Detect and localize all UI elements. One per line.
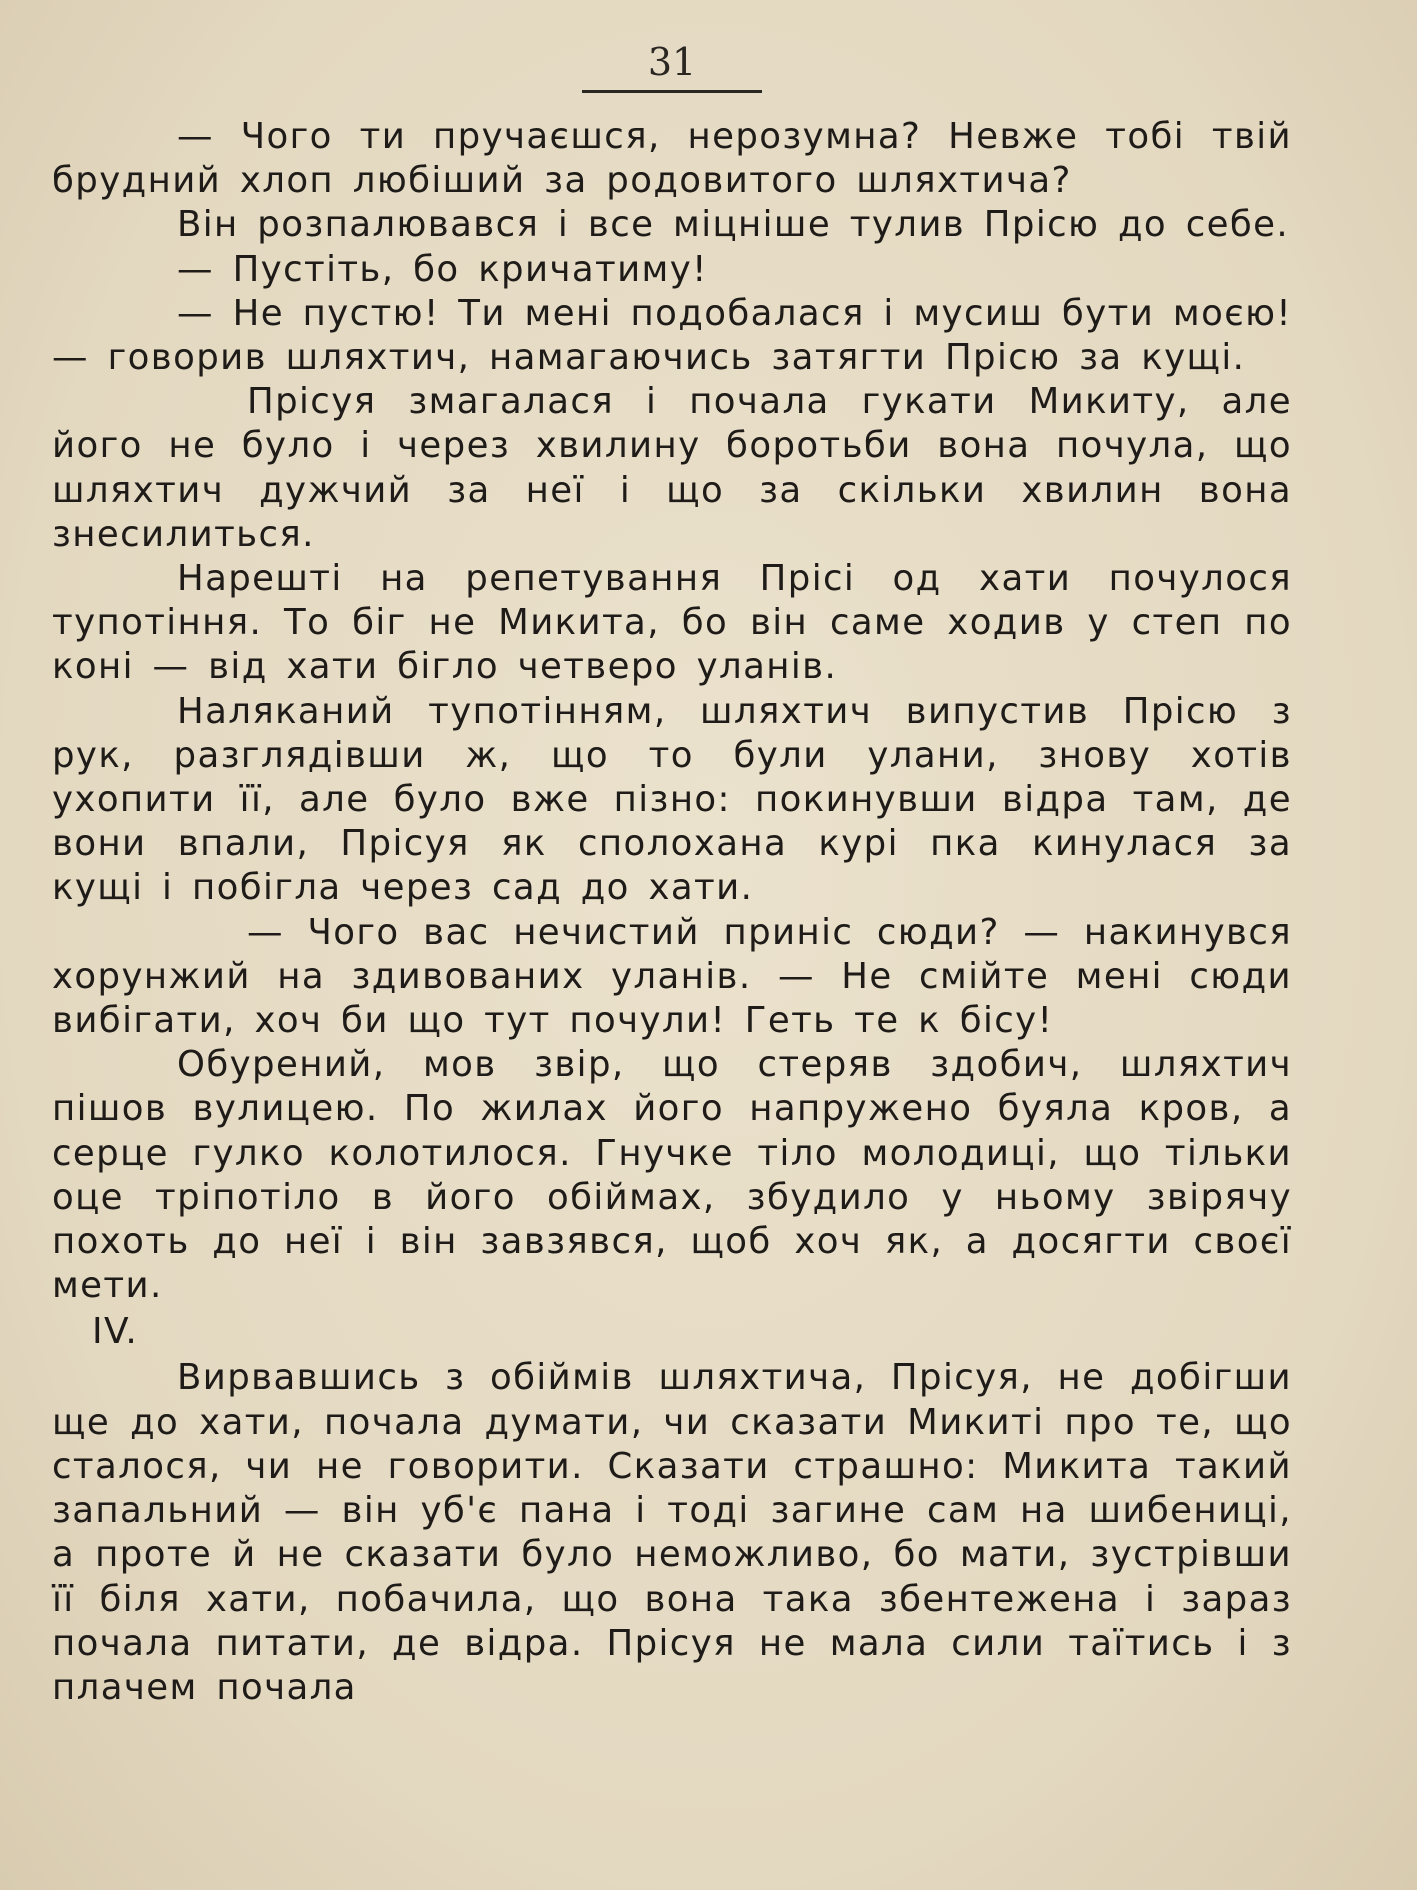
- paragraph: — Не пустю! Ти мені подобалася і мусиш бути моєю! — говорив шляхтич, намагаючись затягти Прісю за кущі.: [52, 292, 1292, 379]
- text-block-part-2: [52, 1356, 1292, 1710]
- paragraph: Прісуя змагалася і почала гукати Микиту, але його не було і через хвилину боротьби вона почула, що шляхтич дужчий за неї і що за скільки хвилин вона знесилиться.: [52, 381, 1292, 555]
- paragraph: Він розпалювався і все міцніше тулив Прісю до себе.: [177, 204, 1290, 246]
- paragraph: — Пустіть, бо кричатиму!: [177, 248, 708, 290]
- paragraph: Наляканий тупотінням, шляхтич випустив Прісю з рук, разглядівши ж, що то були улани, знову хотів ухопити її, але було вже пізно: покинувши відра там, де вони впали, Прісуя як сполохана курі пка кинулася за кущі і побігла через сад до хати.: [52, 690, 1292, 909]
- body-text: [52, 115, 1292, 1710]
- paragraph: — Чого вас нечистий приніс сюди? — накинувся хорунжий на здивованих уланів. — Не смійте мені сюди вибігати, хоч би що тут почули! Геть те к бісу!: [52, 911, 1292, 1042]
- book-page: [52, 40, 1292, 1710]
- header-rule: [582, 90, 762, 93]
- text-block-part-1: [52, 115, 1292, 1308]
- section-heading: IV.: [92, 1311, 139, 1353]
- paragraph: Вирвавшись з обіймів шляхтича, Прісуя, не добігши ще до хати, почала думати, чи сказати Микиті про те, що сталося, чи не говорити. Сказати страшно: Микита такий запальний — він уб'є пана і тоді загине сам на шибениці, а проте й не сказати було неможливо, бо мати, зустрівши її біля хати, побачила, що вона така збентежена і зараз почала питати, де відра. Прісуя не мала сили таїтись і з плачем почала: [52, 1357, 1292, 1708]
- paragraph: — Чого ти пручаєшся, нерозумна? Невже тобі твій брудний хлоп любіший за родовитого шляхтича?: [52, 116, 1292, 202]
- paragraph: Нарешті на репетування Прісі од хати почулося тупотіння. То біг не Микита, бо він саме ходив у степ по коні — від хати бігло четверо уланів.: [52, 558, 1292, 688]
- page-header: [52, 40, 1292, 93]
- paragraph: Обурений, мов звір, що стеряв здобич, шляхтич пішов вулицею. По жилах його напружено буяла кров, а серце гулко колотилося. Гнучке тіло молодиці, що тільки оце тріпотіло в його обіймах, збудило у ньому звірячу похоть до неї і він завзявся, щоб хоч як, а досягти своєї мети.: [52, 1044, 1292, 1307]
- page-number: 31: [647, 40, 697, 84]
